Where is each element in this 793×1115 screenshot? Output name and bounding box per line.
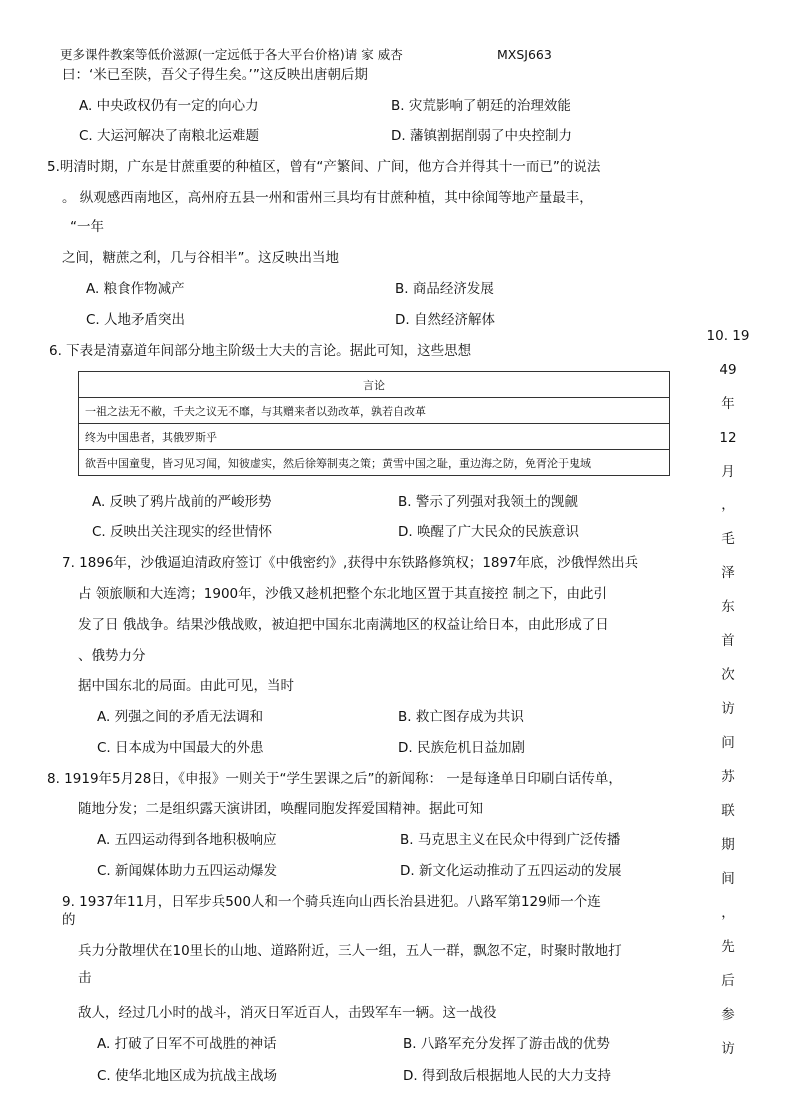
q9-stem-line1: 9. 1937年11月，日军步兵500人和一个骑兵连向山西长治县进犯。八路军第129师一个连 bbox=[62, 894, 601, 910]
q6-quote-table bbox=[78, 371, 670, 476]
q9-option-b: B. 八路军充分发挥了游击战的优势 bbox=[403, 1036, 610, 1052]
q6-stem: 6. 下表是清嘉道年间部分地主阶级士大夫的言论。据此可知，这些思想 bbox=[49, 343, 472, 359]
side-char: 泽 bbox=[721, 565, 735, 581]
side-char: ， bbox=[721, 497, 735, 513]
q4-option-d: D. 藩镇割据削弱了中央控制力 bbox=[391, 128, 572, 144]
q7-stem-line4: 、俄势力分 bbox=[78, 648, 146, 664]
q9-stem-line3: 兵力分散埋伏在10里长的山地、道路附近，三人一组，五人一群，飘忽不定，时聚时散地打 bbox=[78, 943, 622, 959]
q9-option-a: A. 打破了日军不可战胜的神话 bbox=[97, 1036, 277, 1052]
q9-stem-line2: 的 bbox=[62, 912, 76, 928]
side-char: 期 bbox=[721, 837, 735, 853]
q9-stem-line5: 敌人，经过几小时的战斗，消灭日军近百人，击毁军车一辆。这一战役 bbox=[78, 1005, 497, 1021]
q5-option-c: C. 人地矛盾突出 bbox=[86, 312, 186, 328]
q9-option-c: C. 使华北地区成为抗战主战场 bbox=[97, 1068, 278, 1084]
header-code: MXSJ663 bbox=[497, 47, 552, 62]
q5-option-b: B. 商品经济发展 bbox=[395, 281, 494, 297]
side-char: 访 bbox=[721, 701, 735, 717]
q8-option-a: A. 五四运动得到各地积极响应 bbox=[97, 832, 277, 848]
header-promo: 更多课件教案等低价滋源(一定远低于各大平台价格)请 家 威杏 bbox=[60, 47, 403, 62]
q5-option-d: D. 自然经济解体 bbox=[395, 312, 495, 328]
q7-stem-line2: 占 领旅顺和大连湾；1900年，沙俄又趁机把整个东北地区置于其直接控 制之下，由此引 bbox=[78, 586, 607, 602]
table-row bbox=[79, 450, 670, 476]
q7-stem-line5: 据中国东北的局面。由此可见，当时 bbox=[78, 678, 294, 694]
side-char: 访 bbox=[721, 1041, 735, 1057]
side-char: 年 bbox=[721, 396, 735, 412]
q8-stem-line2: 随地分发；二是组织露天演讲团，唤醒同胞发挥爱国精神。据此可知 bbox=[78, 801, 483, 817]
q7-option-c: C. 日本成为中国最大的外患 bbox=[97, 740, 264, 756]
table-row bbox=[79, 398, 670, 424]
table-cell: 欲吾中国童叟，皆习见习闻，知彼虚实，然后徐筹制夷之策；黄雪中国之耻，重边海之防，免胥沦于鬼域 bbox=[79, 450, 670, 476]
table-cell: 一祖之法无不敝，千夫之议无不靡，与其赠来者以劲改革，孰若自改革 bbox=[79, 398, 670, 424]
side-char: 次 bbox=[721, 667, 735, 683]
q9-stem-line4: 击 bbox=[78, 970, 92, 986]
q5-option-a: A. 粮食作物减产 bbox=[86, 281, 185, 297]
side-char: 月 bbox=[721, 464, 735, 480]
side-char: 苏 bbox=[721, 769, 735, 785]
side-char: 10. 19 bbox=[706, 328, 750, 344]
side-char: 毛 bbox=[721, 531, 735, 547]
q9-option-d: D. 得到敌后根据地人民的大力支持 bbox=[403, 1068, 611, 1084]
q6-option-b: B. 警示了列强对我领土的觊觎 bbox=[398, 494, 578, 510]
q5-stem-line1: 5.明清时期，广东是甘蔗重要的种植区，曾有“产繁间、广间，他方合并得其十一而已”的说法 bbox=[47, 159, 601, 175]
q7-stem-line3: 发了日 俄战争。结果沙俄战败，被迫把中国东北南满地区的权益让给日本，由此形成了日 bbox=[78, 617, 609, 633]
side-char: 参 bbox=[721, 1007, 735, 1023]
side-char: 12 bbox=[719, 430, 737, 446]
side-char: 东 bbox=[721, 599, 735, 615]
side-char: 49 bbox=[719, 362, 737, 378]
q6-option-c: C. 反映出关注现实的经世情怀 bbox=[92, 524, 273, 540]
side-char: 问 bbox=[721, 735, 735, 751]
q6-option-a: A. 反映了鸦片战前的严峻形势 bbox=[92, 494, 272, 510]
q6-option-d: D. 唤醒了广大民众的民族意识 bbox=[398, 524, 579, 540]
q5-stem-line4: 之间，糖蔗之利，几与谷相半”。这反映出当地 bbox=[62, 250, 339, 266]
side-char: 间 bbox=[721, 871, 735, 887]
side-char: 先 bbox=[721, 939, 735, 955]
q4-option-a: A. 中央政权仍有一定的向心力 bbox=[79, 98, 259, 114]
q7-option-d: D. 民族危机日益加剧 bbox=[398, 740, 525, 756]
q7-stem-line1: 7. 1896年，沙俄逼迫清政府签订《中俄密约》,获得中东铁路修筑权；1897年底，沙俄悍然出兵 bbox=[62, 555, 639, 571]
table-row bbox=[79, 424, 670, 450]
table-header-row bbox=[79, 372, 670, 398]
side-char: 后 bbox=[721, 973, 735, 989]
q8-option-b: B. 马克思主义在民众中得到广泛传播 bbox=[400, 832, 621, 848]
q5-stem-line3: “一年 bbox=[70, 219, 104, 235]
q5-stem-line2: 。 纵观感西南地区，高州府五县一州和雷州三具均有甘蔗种植，其中徐闻等地产量最丰， bbox=[62, 190, 593, 206]
table-cell: 终为中国患者，其俄罗斯乎 bbox=[79, 424, 670, 450]
q4-option-b: B. 灾荒影响了朝廷的治理效能 bbox=[391, 98, 571, 114]
table-header-cell: 言论 bbox=[79, 372, 670, 398]
q7-option-b: B. 救亡图存成为共识 bbox=[398, 709, 524, 725]
q4-stem-tail: 曰：‘米已至陕，吾父子得生矣。’”这反映出唐朝后期 bbox=[62, 67, 368, 83]
q7-option-a: A. 列强之间的矛盾无法调和 bbox=[97, 709, 264, 725]
side-char: 联 bbox=[721, 803, 735, 819]
q8-option-d: D. 新文化运动推动了五四运动的发展 bbox=[400, 863, 622, 879]
side-char: 首 bbox=[721, 633, 735, 649]
q4-option-c: C. 大运河解决了南粮北运难题 bbox=[79, 128, 260, 144]
side-char: ， bbox=[721, 905, 735, 921]
q8-option-c: C. 新闻媒体助力五四运动爆发 bbox=[97, 863, 278, 879]
q8-stem-line1: 8. 1919年5月28日，《申报》一则关于“学生罢课之后”的新闻称： 一是每逢单日印刷白话传单， bbox=[47, 771, 622, 787]
